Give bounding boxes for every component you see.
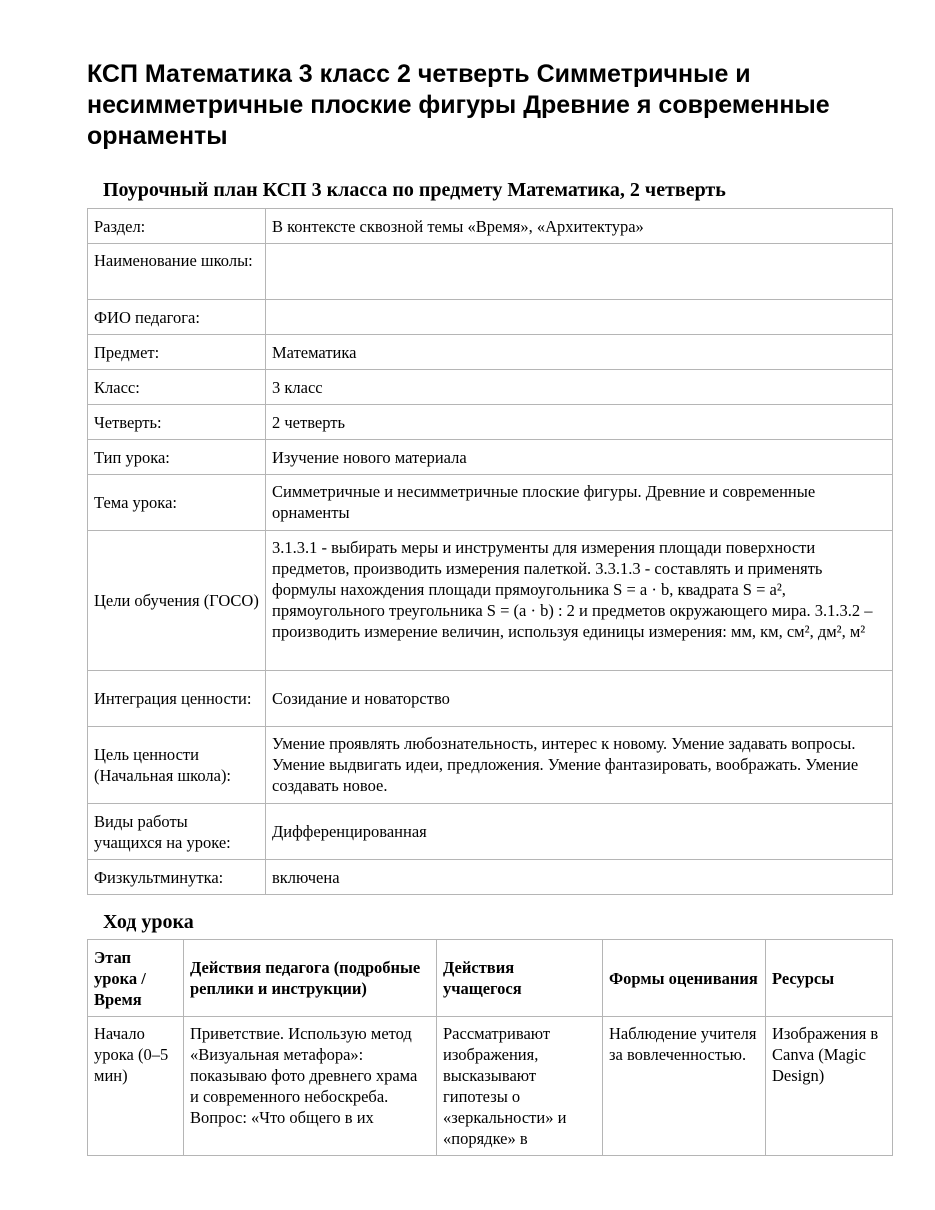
table-row [88,244,893,300]
info-value: Симметричные и несимметричные плоские фигуры. Древние и современные орнаменты [266,475,893,531]
column-header-stage: Этап урока / Время [88,940,184,1017]
info-value: включена [266,860,893,895]
info-value: 3 класс [266,370,893,405]
info-value: Изучение нового материала [266,440,893,475]
table-row [88,671,893,727]
info-label: Предмет: [88,335,266,370]
cell-stage: Начало урока (0–5 мин) [88,1017,184,1156]
info-label: Интеграция ценности: [88,671,266,727]
info-label: Наименование школы: [88,244,266,300]
lesson-flow-heading: Ход урока [103,911,194,933]
info-value [266,300,893,335]
info-label: Цель ценности (Начальная школа): [88,727,266,804]
document-title: КСП Математика 3 класс 2 четверть Симметричные и несимметричные плоские фигуры Древние я современные орнаменты [87,60,830,150]
table-row [88,804,893,860]
info-value: Дифференцированная [266,804,893,860]
info-label: Цели обучения (ГОСО) [88,531,266,671]
lesson-flow-table [87,939,893,1156]
table-row [88,335,893,370]
table-row [88,209,893,244]
table-row [88,860,893,895]
table-row [88,440,893,475]
cell-resources: Изображения в Canva (Magic Design) [766,1017,893,1156]
info-value: В контексте сквозной темы «Время», «Архитектура» [266,209,893,244]
info-label: Тема урока: [88,475,266,531]
info-value: Математика [266,335,893,370]
table-row [88,405,893,440]
table-row [88,475,893,531]
plan-heading: Поурочный план КСП 3 класса по предмету Математика, 2 четверть [103,179,726,201]
cell-teacher-actions: Приветствие. Использую метод «Визуальная метафора»: показываю фото древнего храма и современного небоскреба. Вопрос: «Что общего в их [184,1017,437,1156]
table-row [88,531,893,671]
column-header-teacher-actions: Действия педагога (подробные реплики и инструкции) [184,940,437,1017]
info-label: Физкультминутка: [88,860,266,895]
document-page [87,0,893,1156]
cell-assessment: Наблюдение учителя за вовлеченностью. [603,1017,766,1156]
info-label: Раздел: [88,209,266,244]
info-label: ФИО педагога: [88,300,266,335]
info-label: Четверть: [88,405,266,440]
info-value: 2 четверть [266,405,893,440]
info-label: Класс: [88,370,266,405]
info-value: Созидание и новаторство [266,671,893,727]
column-header-student-actions: Действия учащегося [437,940,603,1017]
info-value: 3.1.3.1 - выбирать меры и инструменты для измерения площади поверхности предметов, производить измерения палеткой. 3.3.1.3 - составлять и применять формулы нахождения площади прямоугольника S = a · b, квадрата S = a², прямоугольного треугольника S = (a · b) : 2 и предметов окружающего мира. 3.1.3.2 – производить измерение величин, используя единицы измерения: мм, км, см², дм², м² [266,531,893,671]
info-value [266,244,893,300]
table-row [88,727,893,804]
info-value: Умение проявлять любознательность, интерес к новому. Умение задавать вопросы. Умение выдвигать идеи, предложения. Умение фантазировать, воображать. Умение создавать новое. [266,727,893,804]
cell-student-actions: Рассматривают изображения, высказывают гипотезы о «зеркальности» и «порядке» в [437,1017,603,1156]
info-label: Тип урока: [88,440,266,475]
table-row [88,370,893,405]
table-row [88,300,893,335]
table-header-row [88,940,893,1017]
column-header-assessment: Формы оценивания [603,940,766,1017]
column-header-resources: Ресурсы [766,940,893,1017]
info-label: Виды работы учащихся на уроке: [88,804,266,860]
table-row [88,1017,893,1156]
lesson-info-table [87,208,893,895]
